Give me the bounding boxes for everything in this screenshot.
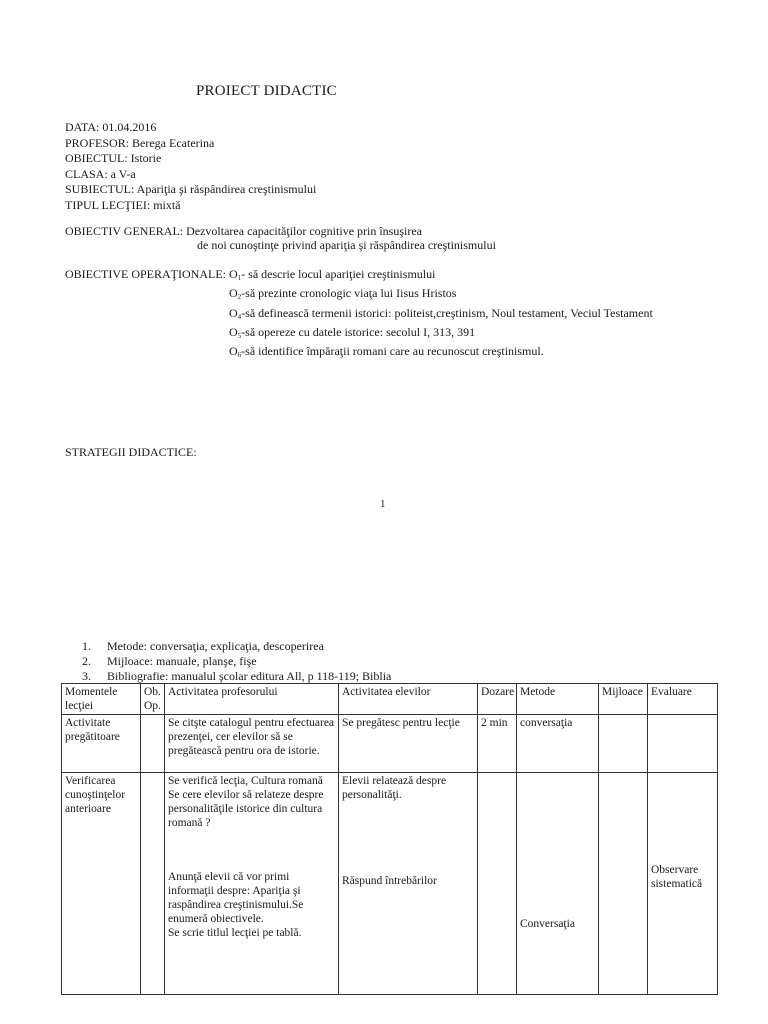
- table-cell: [478, 773, 517, 995]
- page-number: 1: [380, 498, 386, 510]
- list-item: 3. Bibliografie: manualul şcolar editura All, p 118-119; Biblia: [82, 669, 392, 683]
- meta-subject: OBIECTUL: Istorie: [65, 151, 162, 165]
- strategies-heading: STRATEGII DIDACTICE:: [65, 445, 197, 459]
- operational-objective: $O_2-să$ prezinte cronologic viaţa lui Iisus Hristos: [229, 286, 457, 302]
- header-cell: Evaluare: [648, 684, 718, 715]
- operational-objective: $O_1-$ să descrie locul apariţiei creştinismului: [229, 267, 436, 282]
- list-item: 2. Mijloace: manuale, planşe, fişe: [82, 654, 257, 668]
- operational-objectives-list: [229, 267, 653, 363]
- student-activity-part: Răspund întrebărilor: [342, 875, 437, 887]
- list-item: 1. Metode: conversaţia, explicaţia, descoperirea: [82, 639, 324, 653]
- evaluation-text: Observare sistematică: [651, 864, 703, 890]
- spacer: [342, 802, 474, 874]
- table-row: [62, 773, 718, 995]
- header-cell: Metode: [517, 684, 599, 715]
- table-cell: [648, 773, 718, 995]
- header-cell: Mijloace: [599, 684, 648, 715]
- table-cell: [339, 773, 478, 995]
- table-cell: Verificarea cunoştinţelor anterioare: [62, 773, 141, 995]
- operational-objectives-label: OBIECTIVE OPERAŢIONALE:: [65, 267, 226, 281]
- spacer: [651, 774, 714, 863]
- table-cell: [141, 773, 165, 995]
- general-objective-line2: de noi cunoştinţe privind apariţia şi răspândirea creştinismului: [197, 238, 496, 252]
- meta-lesson-type: TIPUL LECŢIEI: mixtă: [65, 197, 181, 212]
- table-cell: Se citşte catalogul pentru efectuarea prezenţei, cer elevilor să se pregătească pentru ora de istorie.: [165, 715, 339, 773]
- table-cell: [517, 773, 599, 995]
- page-title: PROIECT DIDACTIC: [196, 83, 337, 99]
- operational-objective: $O_4-să$ definească termenii istorici: politeist,creştinism, Noul testament, Veciul Testament: [229, 305, 653, 321]
- teacher-activity-part: Anunţă elevii că vor primi informaţii despre: Apariţia şi raspândirea creştinismului.Se enumeră obiectivele.: [168, 871, 304, 925]
- general-objective: [65, 224, 496, 252]
- general-objective-line1: OBIECTIV GENERAL: Dezvoltarea capacităţilor cognitive prin însuşirea: [65, 224, 422, 238]
- meta-date: DATA: 01.04.2016: [65, 120, 157, 134]
- table-row: [62, 715, 718, 773]
- table-cell: [599, 773, 648, 995]
- teacher-activity-part: Se scrie titlul lecţiei pe tablă.: [168, 927, 302, 939]
- table-cell: [648, 715, 718, 773]
- header-cell: Momentele lecţiei: [62, 684, 141, 715]
- table-cell: [141, 715, 165, 773]
- operational-objective: $O_6-să$ identifice împăraţii romani care au recunoscut creştinismul.: [229, 344, 544, 360]
- lesson-table: [61, 683, 718, 995]
- table-header-row: [62, 684, 718, 715]
- spacer: [520, 774, 595, 917]
- header-cell: Activitatea profesorului: [165, 684, 339, 715]
- header-cell: Dozare: [478, 684, 517, 715]
- header-cell: Ob. Op.: [141, 684, 165, 715]
- table-cell: Activitate pregătitoare: [62, 715, 141, 773]
- teacher-activity-part: Se verifică lecţia, Cultura romană: [168, 775, 323, 787]
- operational-objective: $O_5-să$ opereze cu datele istorice: secolul I, 313, 391: [229, 324, 476, 340]
- meta-teacher: PROFESOR: Berega Ecaterina: [65, 135, 215, 150]
- student-activity-part: Elevii relatează despre personalităţi.: [342, 775, 447, 801]
- header-cell: Activitatea elevilor: [339, 684, 478, 715]
- meta-class: CLASA: a V-a: [65, 166, 136, 181]
- meta-topic: SUBIECTUL: Apariţia şi răspândirea creştinismului: [65, 182, 317, 196]
- table-cell: Se pregătesc pentru lecţie: [339, 715, 478, 773]
- method-text: Conversaţia: [520, 918, 575, 930]
- lesson-meta: [65, 120, 316, 213]
- table-cell: [599, 715, 648, 773]
- table-cell: [165, 773, 339, 995]
- strategy-list: [82, 639, 391, 684]
- table-cell: conversaţia: [517, 715, 599, 773]
- spacer: [168, 830, 335, 870]
- teacher-activity-part: Se cere elevilor să relateze despre personalităţile istorice din cultura romană ?: [168, 789, 324, 829]
- table-cell: 2 min: [478, 715, 517, 773]
